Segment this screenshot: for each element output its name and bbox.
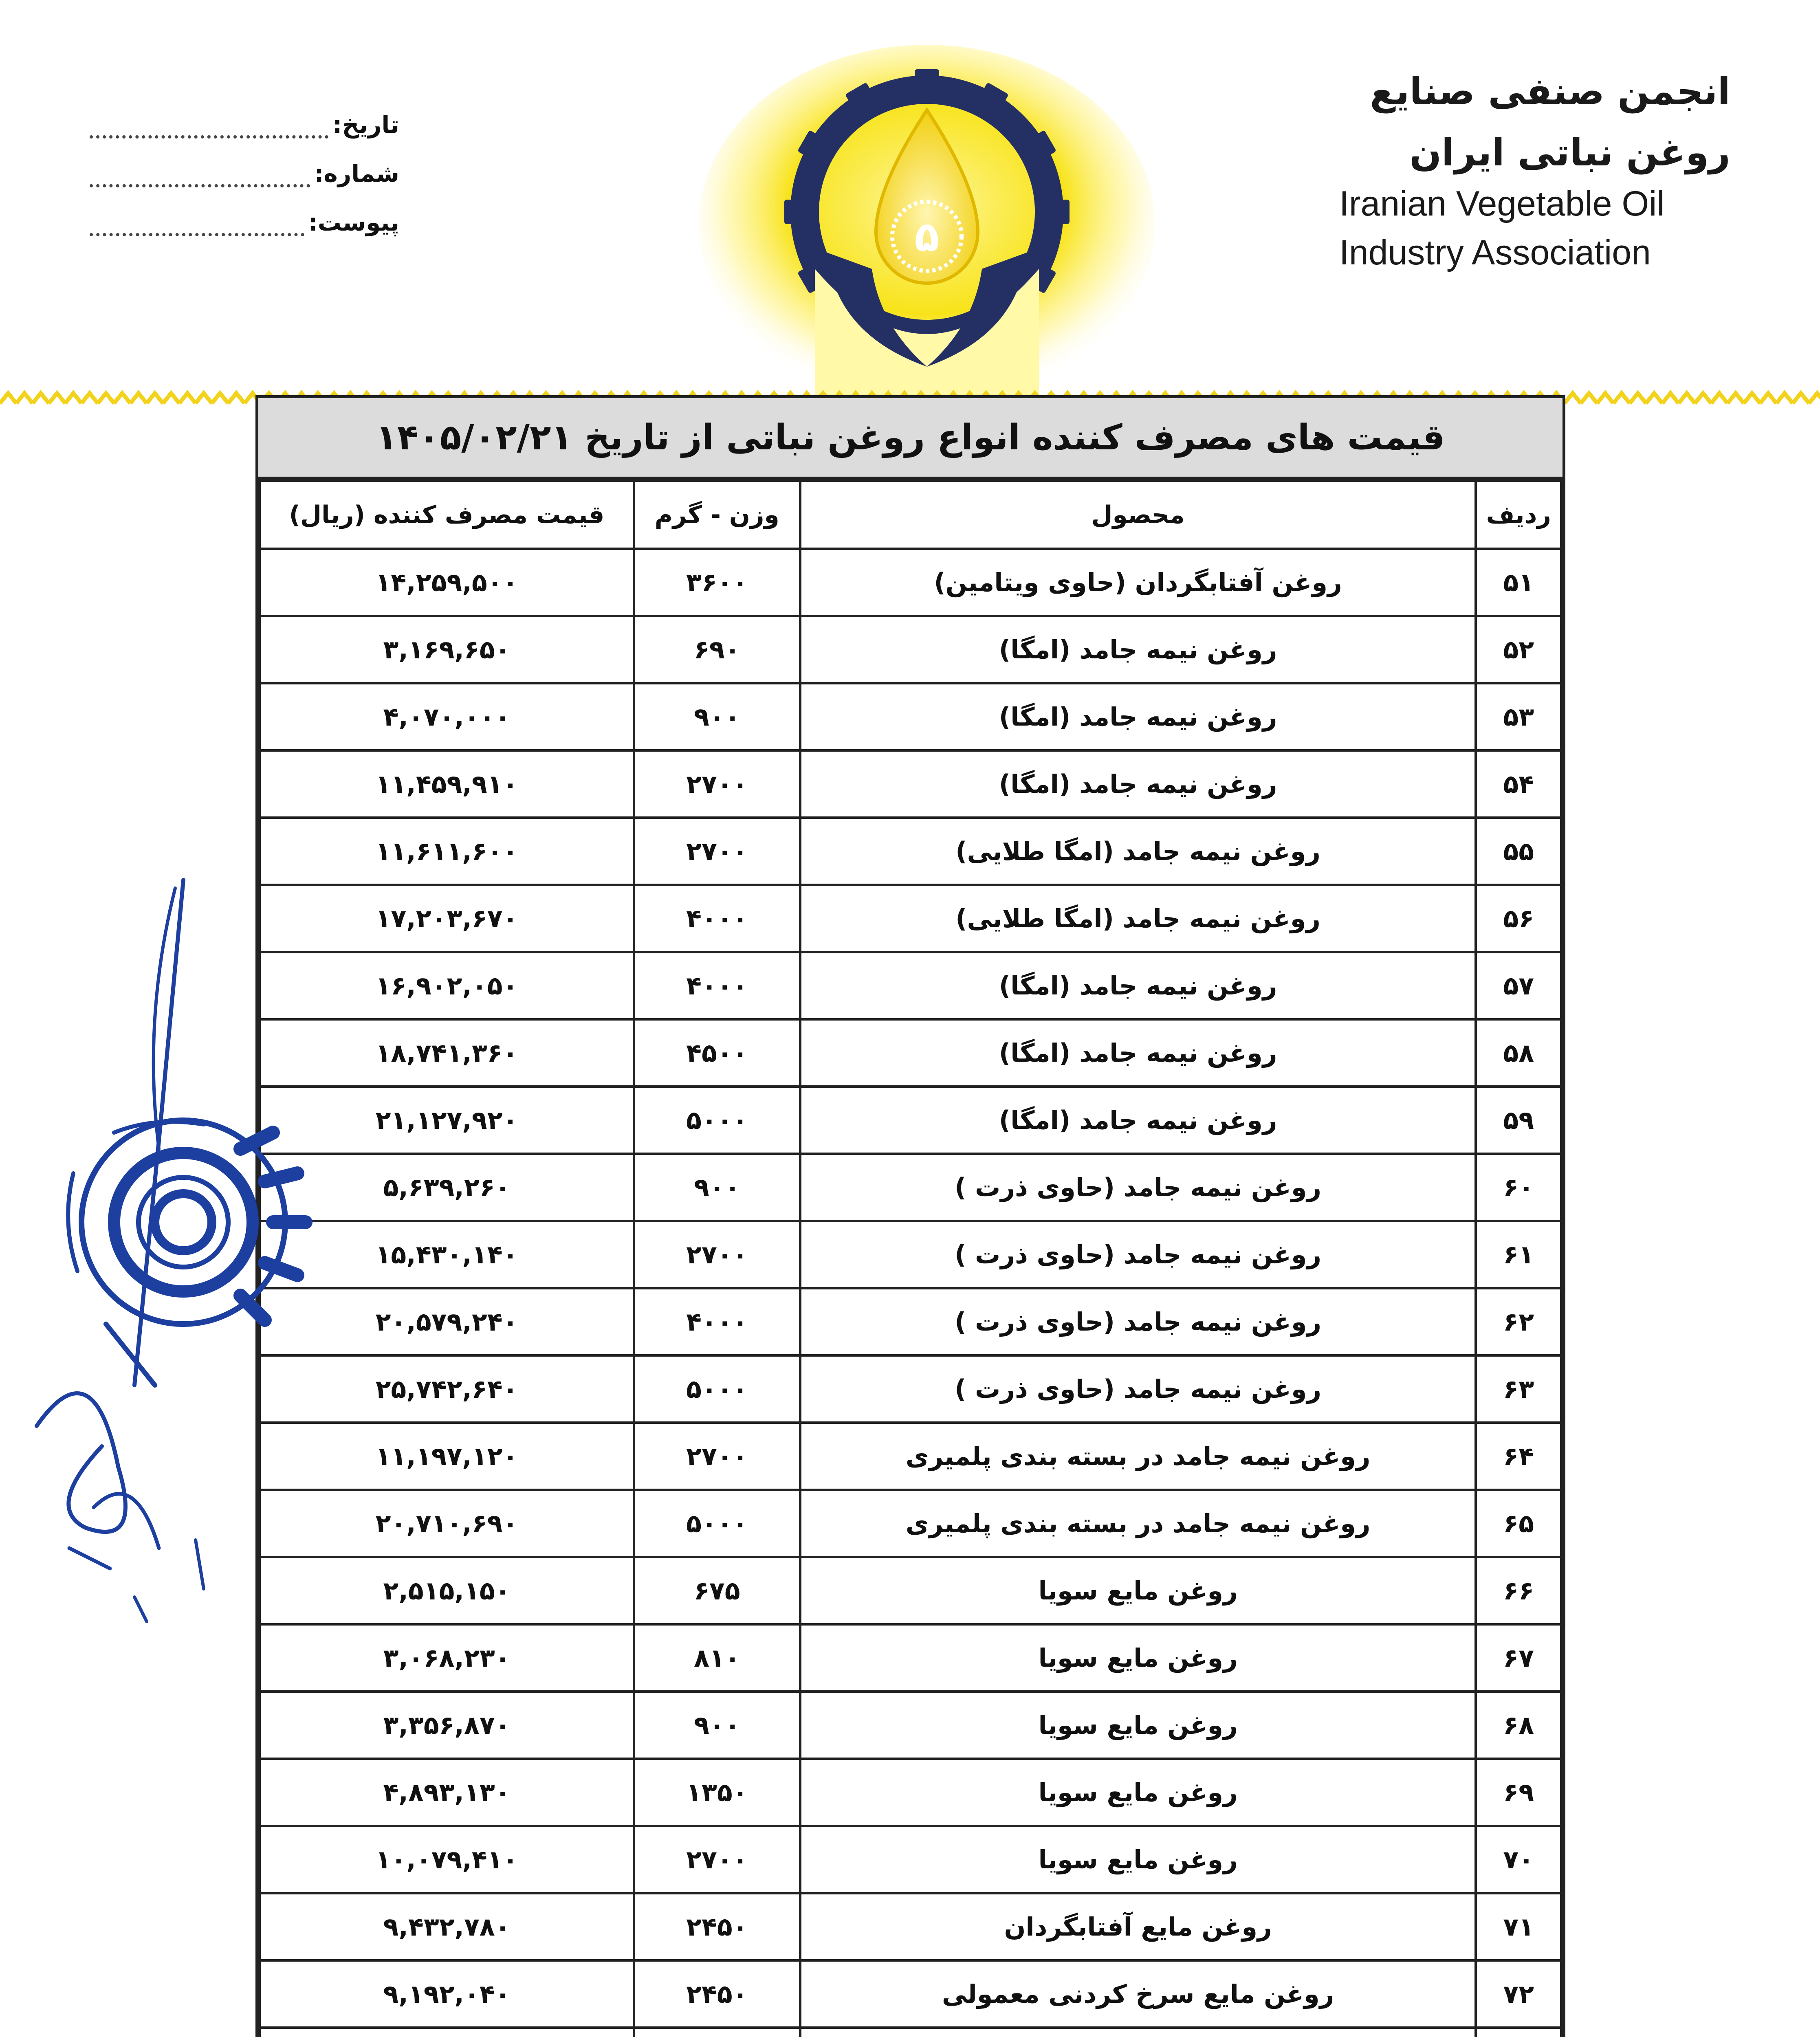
table-row xyxy=(260,1423,1561,1490)
price-cell: ۱۷,۲۰۳,۶۷۰ xyxy=(260,885,634,952)
date-label: تاریخ: xyxy=(332,111,399,139)
row-number-cell: ۶۲ xyxy=(1476,1288,1561,1355)
product-cell: روغن نیمه جامد (امگا) xyxy=(800,683,1476,750)
header-product: محصول xyxy=(800,481,1476,549)
table-row xyxy=(260,1087,1561,1154)
product-cell: روغن نیمه جامد (امگا) xyxy=(800,616,1476,683)
table-row xyxy=(260,549,1561,616)
row-number-cell: ۶۰ xyxy=(1476,1154,1561,1221)
date-field xyxy=(81,90,399,139)
product-cell: روغن نیمه جامد (امگا) xyxy=(800,952,1476,1019)
price-cell xyxy=(260,2028,634,2037)
weight-cell xyxy=(634,2028,800,2037)
row-number-cell: ۵۴ xyxy=(1476,750,1561,818)
product-cell: روغن نیمه جامد (امگا طلایی) xyxy=(800,885,1476,952)
header-price: قیمت مصرف کننده (ریال) xyxy=(260,481,634,549)
price-cell: ۴,۰۷۰,۰۰۰ xyxy=(260,683,634,750)
row-number-cell: ۵۹ xyxy=(1476,1087,1561,1154)
price-cell: ۱۵,۴۳۰,۱۴۰ xyxy=(260,1221,634,1288)
number-label: شماره: xyxy=(314,160,399,187)
table-row xyxy=(260,1692,1561,1759)
table-row xyxy=(260,1355,1561,1423)
association-name-en-line1: Iranian Vegetable Oil xyxy=(1339,184,1665,223)
product-cell: روغن نیمه جامد در بسته بندی پلمیری xyxy=(800,1490,1476,1557)
number-field xyxy=(81,139,399,187)
weight-cell: ۸۱۰ xyxy=(634,1624,800,1692)
product-cell: روغن نیمه جامد (امگا) xyxy=(800,1087,1476,1154)
product-cell: روغن مایع سویا xyxy=(800,1624,1476,1692)
association-name-fa-line2: روغن نباتی ایران xyxy=(1409,131,1730,174)
row-number-cell: ۶۹ xyxy=(1476,1759,1561,1826)
table-row xyxy=(260,1893,1561,1960)
weight-cell: ۶۹۰ xyxy=(634,616,800,683)
product-cell: روغن مایع سویا xyxy=(800,1557,1476,1624)
price-cell: ۲۰,۷۱۰,۶۹۰ xyxy=(260,1490,634,1557)
weight-cell: ۳۶۰۰ xyxy=(634,549,800,616)
table-row xyxy=(260,1288,1561,1355)
weight-cell: ۴۰۰۰ xyxy=(634,885,800,952)
date-dotted-line xyxy=(90,122,328,139)
association-name-en xyxy=(1323,179,1730,277)
price-table-container xyxy=(255,395,1565,2037)
table-row xyxy=(260,616,1561,683)
weight-cell: ۲۴۵۰ xyxy=(634,1893,800,1960)
price-cell: ۹,۴۳۲,۷۸۰ xyxy=(260,1893,634,1960)
weight-cell: ۵۰۰۰ xyxy=(634,1355,800,1423)
table-row xyxy=(260,818,1561,885)
row-number-cell: ۵۱ xyxy=(1476,549,1561,616)
price-cell: ۳,۳۵۶,۸۷۰ xyxy=(260,1692,634,1759)
price-cell: ۲,۵۱۵,۱۵۰ xyxy=(260,1557,634,1624)
table-row xyxy=(260,1490,1561,1557)
product-cell: روغن مایع سویا xyxy=(800,1759,1476,1826)
row-number-cell: ۵۵ xyxy=(1476,818,1561,885)
weight-cell: ۲۷۰۰ xyxy=(634,1826,800,1893)
weight-cell: ۲۴۵۰ xyxy=(634,1960,800,2028)
official-seal-and-signature xyxy=(12,856,363,1630)
row-number-cell: ۵۸ xyxy=(1476,1019,1561,1087)
price-cell: ۱۱,۶۱۱,۶۰۰ xyxy=(260,818,634,885)
weight-cell: ۹۰۰ xyxy=(634,683,800,750)
row-number-cell: ۶۸ xyxy=(1476,1692,1561,1759)
table-row xyxy=(260,952,1561,1019)
table-row xyxy=(260,1759,1561,1826)
table-row xyxy=(260,1624,1561,1692)
table-row xyxy=(260,1154,1561,1221)
price-cell: ۲۱,۱۲۷,۹۲۰ xyxy=(260,1087,634,1154)
table-row xyxy=(260,1019,1561,1087)
row-number-cell: ۵۳ xyxy=(1476,683,1561,750)
price-cell: ۱۴,۲۵۹,۵۰۰ xyxy=(260,549,634,616)
table-header-row xyxy=(260,481,1561,549)
product-cell: روغن مایع آفتابگردان xyxy=(800,1893,1476,1960)
weight-cell: ۵۰۰۰ xyxy=(634,1087,800,1154)
price-cell: ۱۰,۰۷۹,۴۱۰ xyxy=(260,1826,634,1893)
table-row xyxy=(260,1221,1561,1288)
table-row xyxy=(260,750,1561,818)
product-cell: روغن مایع سرخ کردنی معمولی xyxy=(800,1960,1476,2028)
row-number-cell: ۶۴ xyxy=(1476,1423,1561,1490)
row-number-cell xyxy=(1476,2028,1561,2037)
row-number-cell: ۷۱ xyxy=(1476,1893,1561,1960)
table-row xyxy=(260,2028,1561,2037)
weight-cell: ۲۷۰۰ xyxy=(634,818,800,885)
price-table-title-bar xyxy=(258,398,1563,480)
row-number-cell: ۶۵ xyxy=(1476,1490,1561,1557)
price-table xyxy=(258,480,1563,2037)
table-row xyxy=(260,683,1561,750)
association-logo-icon xyxy=(693,41,1161,407)
product-cell: روغن نیمه جامد (حاوی ذرت ) xyxy=(800,1355,1476,1423)
price-cell: ۱۸,۷۴۱,۳۶۰ xyxy=(260,1019,634,1087)
row-number-cell: ۵۶ xyxy=(1476,885,1561,952)
table-row xyxy=(260,1960,1561,2028)
table-row xyxy=(260,1557,1561,1624)
price-table-title: قیمت های مصرف کننده انواع روغن نباتی از تاریخ ۱۴۰۵/۰۲/۲۱ xyxy=(376,417,1445,458)
association-name-fa xyxy=(1323,61,1730,183)
row-number-cell: ۷۲ xyxy=(1476,1960,1561,2028)
association-name-fa-line1: انجمن صنفی صنایع xyxy=(1369,70,1730,113)
product-cell: روغن نیمه جامد (امگا) xyxy=(800,1019,1476,1087)
product-cell: روغن نیمه جامد (حاوی ذرت ) xyxy=(800,1154,1476,1221)
price-cell: ۱۱,۴۵۹,۹۱۰ xyxy=(260,750,634,818)
product-cell: روغن نیمه جامد (امگا) xyxy=(800,750,1476,818)
weight-cell: ۵۰۰۰ xyxy=(634,1490,800,1557)
product-cell: روغن نیمه جامد (حاوی ذرت ) xyxy=(800,1288,1476,1355)
product-cell xyxy=(800,2028,1476,2037)
attachment-field xyxy=(81,187,399,236)
price-cell: ۴,۸۹۳,۱۳۰ xyxy=(260,1759,634,1826)
price-table-body xyxy=(260,549,1561,2037)
product-cell: روغن آفتابگردان (حاوی ویتامین) xyxy=(800,549,1476,616)
association-name-en-line2: Industry Association xyxy=(1339,233,1651,272)
row-number-cell: ۷۰ xyxy=(1476,1826,1561,1893)
product-cell: روغن مایع سویا xyxy=(800,1826,1476,1893)
price-cell: ۲۵,۷۴۲,۶۴۰ xyxy=(260,1355,634,1423)
price-cell: ۲۰,۵۷۹,۲۴۰ xyxy=(260,1288,634,1355)
product-cell: روغن نیمه جامد (حاوی ذرت ) xyxy=(800,1221,1476,1288)
table-row xyxy=(260,885,1561,952)
weight-cell: ۱۳۵۰ xyxy=(634,1759,800,1826)
price-cell: ۳,۱۶۹,۶۵۰ xyxy=(260,616,634,683)
weight-cell: ۶۷۵ xyxy=(634,1557,800,1624)
row-number-cell: ۶۷ xyxy=(1476,1624,1561,1692)
weight-cell: ۲۷۰۰ xyxy=(634,1423,800,1490)
row-number-cell: ۶۳ xyxy=(1476,1355,1561,1423)
header-weight: وزن - گرم xyxy=(634,481,800,549)
weight-cell: ۴۰۰۰ xyxy=(634,1288,800,1355)
number-dotted-line xyxy=(90,171,310,187)
price-cell: ۹,۱۹۲,۰۴۰ xyxy=(260,1960,634,2028)
header-row-number: ردیف xyxy=(1476,481,1561,549)
price-cell: ۱۱,۱۹۷,۱۲۰ xyxy=(260,1423,634,1490)
weight-cell: ۲۷۰۰ xyxy=(634,750,800,818)
product-cell: روغن نیمه جامد (امگا طلایی) xyxy=(800,818,1476,885)
svg-text:۵: ۵ xyxy=(914,213,940,260)
price-cell: ۵,۶۳۹,۲۶۰ xyxy=(260,1154,634,1221)
weight-cell: ۹۰۰ xyxy=(634,1154,800,1221)
attachment-dotted-line xyxy=(90,220,304,236)
price-cell: ۱۶,۹۰۲,۰۵۰ xyxy=(260,952,634,1019)
weight-cell: ۲۷۰۰ xyxy=(634,1221,800,1288)
product-cell: روغن نیمه جامد در بسته بندی پلمیری xyxy=(800,1423,1476,1490)
product-cell: روغن مایع سویا xyxy=(800,1692,1476,1759)
table-row xyxy=(260,1826,1561,1893)
attachment-label: پیوست: xyxy=(308,209,399,236)
row-number-cell: ۶۶ xyxy=(1476,1557,1561,1624)
weight-cell: ۴۰۰۰ xyxy=(634,952,800,1019)
row-number-cell: ۶۱ xyxy=(1476,1221,1561,1288)
row-number-cell: ۵۲ xyxy=(1476,616,1561,683)
price-cell: ۳,۰۶۸,۲۳۰ xyxy=(260,1624,634,1692)
row-number-cell: ۵۷ xyxy=(1476,952,1561,1019)
weight-cell: ۴۵۰۰ xyxy=(634,1019,800,1087)
letter-meta xyxy=(81,90,399,236)
weight-cell: ۹۰۰ xyxy=(634,1692,800,1759)
